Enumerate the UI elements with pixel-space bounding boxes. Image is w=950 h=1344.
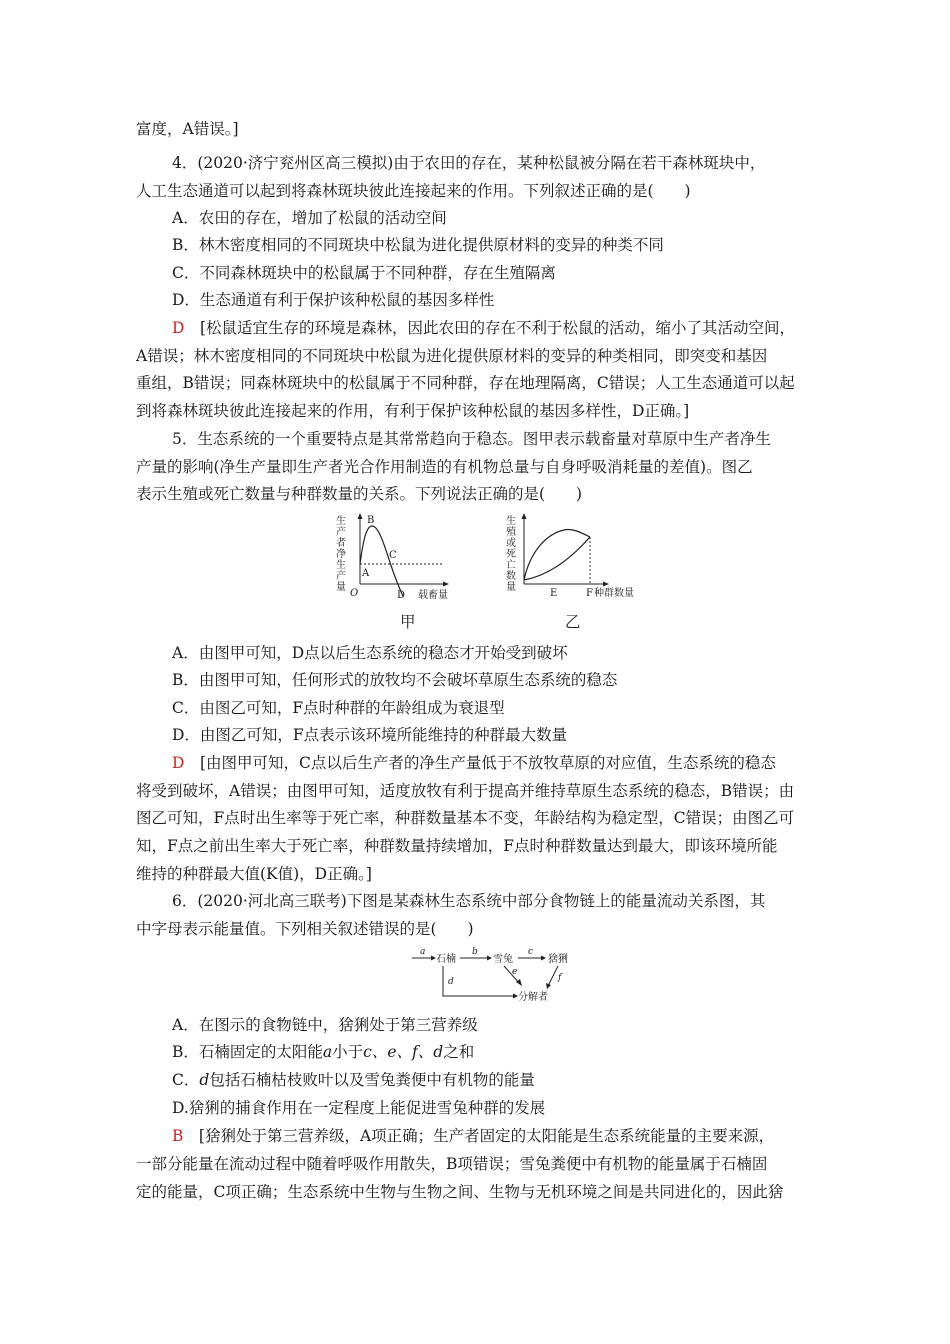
- q5-stem: 产量的影响(净生产量即生产者光合作用制造的有机物总量与自身呼吸消耗量的差值)。图乙: [136, 458, 753, 476]
- arrow-head: [541, 956, 546, 961]
- energy-arrow-d: [443, 966, 516, 996]
- q5-option-d: D．由图乙可知，F点表示该环境所能维持的种群最大数量: [172, 726, 568, 744]
- point-label: A: [362, 568, 370, 579]
- q6-option-b: [172, 1041, 862, 1063]
- death-curve: [524, 537, 590, 580]
- y-label-char: 生: [336, 560, 346, 571]
- q5-stem: 表示生殖或死亡数量与种群数量的关系。下列说法正确的是( ): [136, 485, 583, 503]
- origin-label: O: [350, 588, 359, 599]
- arrow-head: [487, 956, 492, 961]
- variable-a: a: [322, 1043, 333, 1061]
- y-label-char: 净: [336, 549, 346, 560]
- y-label-char: 量: [336, 582, 346, 593]
- q5-explanation: 知，F点之前出生率大于死亡率，种群数量持续增加，F点时种群数量达到最大，即该环境所能: [136, 837, 778, 855]
- q5-stem: 5．生态系统的一个重要特点是其常常趋向于稳态。图甲表示载畜量对草原中生产者净生: [172, 430, 771, 448]
- y-label-char: 产: [336, 571, 346, 582]
- y-axis-arrow: [358, 513, 363, 519]
- y-label-char: 生: [336, 516, 346, 527]
- y-label-char: 亡: [506, 560, 516, 571]
- y-label-char: 死: [506, 549, 516, 560]
- production-curve: [360, 526, 403, 596]
- q4-explanation: A错误；林木密度相同的不同斑块中松鼠为进化提供原材料的变异的种类相同，即突变和基因: [136, 347, 768, 365]
- q5-explanation: 将受到破坏，A错误；由图甲可知，适度放牧有利于提高并维持草原生态系统的稳态，B错误；由: [136, 782, 795, 800]
- explanation-text: [松鼠适宜生存的环境是森林，因此农田的存在不利于松鼠的活动，缩小了其活动空间，: [184, 319, 795, 337]
- edge-label: d: [448, 977, 454, 987]
- q6-option-c: [172, 1069, 862, 1091]
- q5-option-b: B．由图甲可知，任何形式的放牧均不会破坏草原生态系统的稳态: [172, 671, 618, 689]
- y-label-char: 数: [506, 571, 516, 582]
- q5-explanation: 图乙可知，F点时出生率等于死亡率，种群数量基本不变，年龄结构为稳定型，C错误；由图乙可: [136, 809, 795, 827]
- x-axis-arrow: [443, 582, 449, 587]
- node-label: 猞猁: [548, 954, 568, 965]
- q4-explanation: 到将森林斑块彼此连接起来的作用，有利于保护该种松鼠的基因多样性，D正确。]: [136, 402, 690, 420]
- q4-option-d: D．生态通道有利于保护该种松鼠的基因多样性: [172, 291, 495, 309]
- point-label: F: [586, 588, 593, 599]
- q4-stem: 4．(2020·济宁兖州区高三模拟)由于农田的存在，某种松鼠被分隔在若干森林斑块中，: [172, 154, 766, 172]
- figure-yi: [506, 510, 646, 604]
- y-label-char: 殖: [506, 527, 516, 538]
- node-label: 分解者: [518, 992, 548, 1003]
- node-label: 石楠: [436, 954, 456, 965]
- figure-caption: 乙: [565, 613, 581, 631]
- variables-cefd: c、e、f、d: [363, 1043, 444, 1061]
- q6-explanation: 定的能量，C项正确；生态系统中生物与生物之间、生物与无机环境之间是共同进化的，因此猞: [136, 1183, 784, 1201]
- option-text: C．: [172, 1071, 200, 1089]
- edge-label: a: [420, 947, 426, 957]
- explanation-text: [猞猁处于第三营养级，A项正确；生产者固定的太阳能是生态系统能量的主要来源，: [183, 1127, 775, 1145]
- y-label-char: 者: [336, 538, 346, 549]
- node-label: 雪兔: [493, 954, 513, 965]
- q5-option-c: C．由图乙可知，F点时种群的年龄组成为衰退型: [172, 699, 505, 717]
- edge-label: f: [558, 973, 562, 983]
- q4-explanation: [172, 317, 862, 339]
- energy-arrow-f: [548, 966, 558, 986]
- q4-option-c: C．不同森林斑块中的松鼠属于不同种群，存在生殖隔离: [172, 264, 556, 282]
- edge-label: b: [472, 947, 478, 957]
- y-label-char: 生: [506, 516, 516, 527]
- option-text: 之和: [443, 1043, 475, 1061]
- option-text: B．石楠固定的太阳能: [172, 1043, 323, 1061]
- point-label: B: [367, 515, 375, 526]
- explanation-text: [由图甲可知，C点以后生产者的净生产量低于不放牧草原的对应值，生态系统的稳态: [184, 754, 776, 772]
- figure-jia: [336, 512, 486, 604]
- x-label: 载畜量: [418, 590, 448, 601]
- birth-curve: [524, 529, 590, 580]
- answer-letter: D: [172, 754, 185, 772]
- y-label-char: 量: [506, 582, 516, 593]
- answer-letter: B: [172, 1127, 184, 1145]
- edge-label: c: [528, 947, 534, 957]
- q5-explanation: 维持的种群最大值(K值)，D正确。]: [136, 865, 372, 883]
- q5-option-a: A．由图甲可知，D点以后生态系统的稳态才开始受到破坏: [172, 644, 568, 662]
- point-label: E: [550, 588, 558, 599]
- x-label: 种群数量: [594, 588, 634, 599]
- q6-explanation: [172, 1125, 862, 1147]
- y-axis-arrow: [522, 513, 527, 519]
- y-label-char: 产: [336, 527, 346, 538]
- food-chain-diagram: [408, 944, 608, 1008]
- y-label-char: 或: [506, 538, 516, 549]
- q6-option-d: D.猞猁的捕食作用在一定程度上能促进雪兔种群的发展: [172, 1099, 546, 1117]
- q6-stem: 6．(2020·河北高三联考)下图是某森林生态系统中部分食物链上的能量流动关系图，其: [172, 892, 766, 910]
- text-line: 富度，A错误。]: [136, 120, 239, 138]
- q4-option-a: A．农田的存在，增加了松鼠的活动空间: [172, 209, 447, 227]
- q6-stem: 中字母表示能量值。下列相关叙述错误的是( ): [136, 920, 474, 938]
- point-label: C: [389, 550, 397, 561]
- figure-caption: 甲: [400, 613, 416, 631]
- option-text: 包括石楠枯枝败叶以及雪兔粪便中有机物的能量: [209, 1071, 535, 1089]
- option-text: 小于: [332, 1043, 364, 1061]
- variable-d: d: [199, 1071, 210, 1089]
- answer-letter: D: [172, 319, 185, 337]
- edge-label: e: [512, 967, 518, 977]
- point-label: D: [397, 590, 406, 601]
- q4-stem: 人工生态通道可以起到将森林斑块彼此连接起来的作用。下列叙述正确的是( ): [136, 182, 691, 200]
- q6-option-a: A．在图示的食物链中，猞猁处于第三营养级: [172, 1016, 478, 1034]
- q6-explanation: 一部分能量在流动过程中随着呼吸作用散失，B项错误；雪兔粪便中有机物的能量属于石楠固: [136, 1155, 768, 1173]
- q5-explanation: [172, 752, 862, 774]
- q4-explanation: 重组，B错误；同森林斑块中的松鼠属于不同种群，存在地理隔离，C错误；人工生态通道可以起: [136, 374, 795, 392]
- q4-option-b: B．林木密度相同的不同斑块中松鼠为进化提供原材料的变异的种类不同: [172, 236, 664, 254]
- x-axis-arrow: [603, 582, 609, 587]
